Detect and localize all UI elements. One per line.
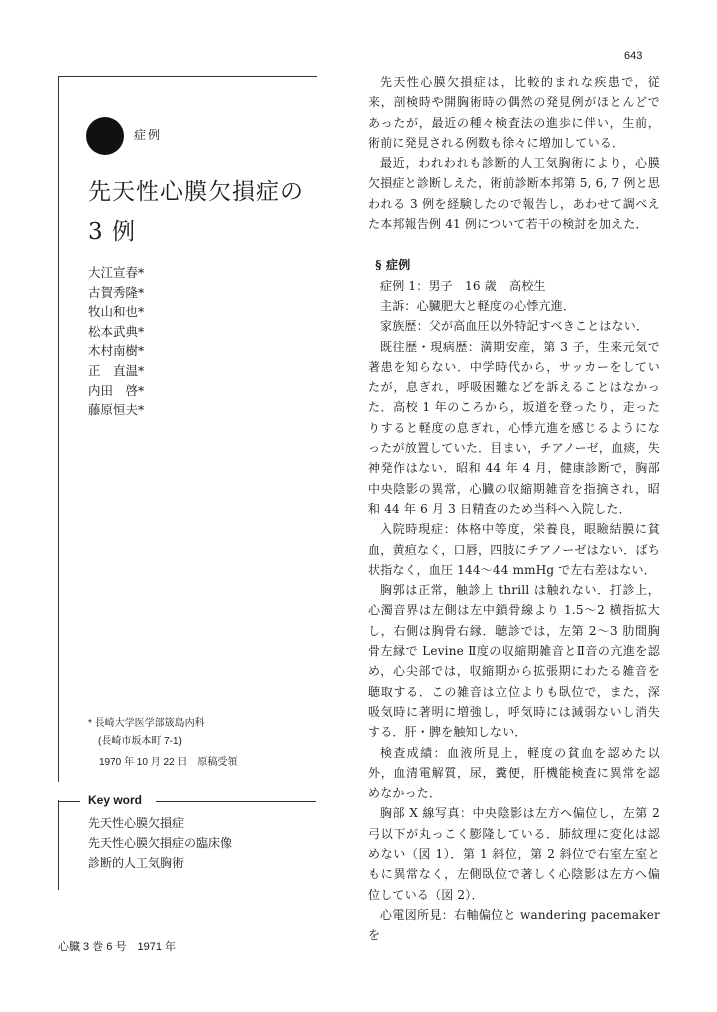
case-paragraph: 胸部 X 線写真：中央陰影は左方へ偏位し，左第 2 弓以下が丸っこく膨隆している．肺紋理に変化は認めない（図 1）．第 1 斜位，第 2 斜位で右室左室ともに異常なく，左側臥位で著しく心陰影は左方へ偏位している（図 2）． xyxy=(368,806,660,902)
keyword-heading: Key word xyxy=(88,793,143,807)
keyword-rule-right xyxy=(156,801,316,802)
received-date: 1970 年 10 月 22 日 原稿受領 xyxy=(99,757,238,768)
main-text xyxy=(368,72,660,945)
author: 木村南樹* xyxy=(88,343,145,359)
case-paragraph: 胸郭は正常，触診上 thrill は触れない．打診上，心濁音界は左側は左中鎖骨線より 1.5〜2 横指拡大し，右側は胸骨右縁．聴診では，左第 2〜3 肋間胸骨左縁で Levine Ⅱ度の収縮期雑音とⅡ音の亢進を認め，心尖部では，収縮期から拡張期にわたる雑音を聴取する．この雑音は立位よりも臥位で，また，深吸気時に著明に増強し，呼気時には減弱ないし消失する．肝・脾を触知しない． xyxy=(368,583,660,740)
case-heading: § 症例 xyxy=(375,258,411,273)
author: 松本武典* xyxy=(88,323,145,339)
case-paragraph: 入院時現症：体格中等度，栄養良，眼瞼結膜に貧血，黄疸なく，口唇，四肢にチアノーゼはない．ばち状指なく，血圧 144〜44 mmHg で左右差はない． xyxy=(368,522,660,577)
keyword-item: 診断的人工気胸術 xyxy=(88,856,185,870)
journal-reference: 心臓 3 巻 6 号 1971 年 xyxy=(58,941,176,953)
intro-paragraph: 先天性心膜欠損症は，比較的まれな疾患で，従来，剖検時や開胸術時の偶然の発見例がほとんどであったが，最近の種々検査法の進歩に伴い，生前，術前に発見される例数も徐々に増加している． xyxy=(368,75,660,150)
author: 藤原恒夫* xyxy=(88,402,145,418)
section-label: 症例 xyxy=(134,128,163,142)
spacer xyxy=(368,234,660,255)
author: 大江宣春* xyxy=(88,265,145,280)
case-paragraph: 既往歴・現病歴：満期安産，第 3 子，生来元気で著患を知らない．中学時代から，サッカーをしていたが，息ぎれ，呼吸困難などを訴えることはなかった．高校 1 年のころから，坂道を登ったり，走ったりすると軽度の息ぎれ，心悸亢進を感じるようになったが放置していた．目まい，チアノーゼ，血痰，失神発作はない．昭和 44 年 4 月，健康診断で，胸部中央陰影の異常，心臓の収縮期雑音を指摘され，昭和 44 年 6 月 3 日精査のため当科へ入院した． xyxy=(368,339,660,516)
author: 内田 啓* xyxy=(88,382,145,398)
affiliation xyxy=(88,715,205,751)
keyword-list xyxy=(88,813,232,873)
article-title-line-2: 3 例 xyxy=(88,219,136,245)
affiliation-address: (長崎市坂本町 7-1) xyxy=(98,736,182,747)
case-paragraph: 心電図所見：右軸偏位と wandering pacemaker を xyxy=(368,907,660,943)
author-list xyxy=(88,263,144,420)
case-paragraph: 家族歴：父が高血圧以外特記すべきことはない． xyxy=(380,319,649,334)
keyword-item: 先天性心膜欠損症の臨床像 xyxy=(88,836,233,850)
article-title xyxy=(88,172,318,252)
case-paragraph: 主訴：心臓肥大と軽度の心悸亢進． xyxy=(380,298,576,313)
article-title-line-1: 先天性心膜欠損症の xyxy=(88,179,304,205)
intro-paragraph: 最近，われわれも診断的人工気胸術により，心膜欠損症と診断しえた，術前診断本邦第 5, 6, 7 例と思われる 3 例を経験したので報告し，あわせて調べえた本邦報告例 41 例について若干の検討を加えた． xyxy=(368,156,660,232)
keyword-rule-left xyxy=(58,801,80,802)
affiliation-institution: * 長崎大学医学部筬島内科 xyxy=(88,718,205,729)
case-paragraph: 検査成績：血液所見上，軽度の貧血を認めた以外，血清電解質，尿，糞便，肝機能検査に異常を認めなかった． xyxy=(368,745,660,801)
author: 古賀秀隆* xyxy=(88,284,145,300)
page-number: 643 xyxy=(624,50,643,62)
keyword-item: 先天性心膜欠損症 xyxy=(88,816,185,830)
case-paragraph: 症例 1：男子 16 歳 高校生 xyxy=(380,278,546,293)
author: 牧山和也* xyxy=(88,304,145,320)
section-dot-icon xyxy=(86,117,124,155)
author: 正 直温* xyxy=(88,362,145,378)
